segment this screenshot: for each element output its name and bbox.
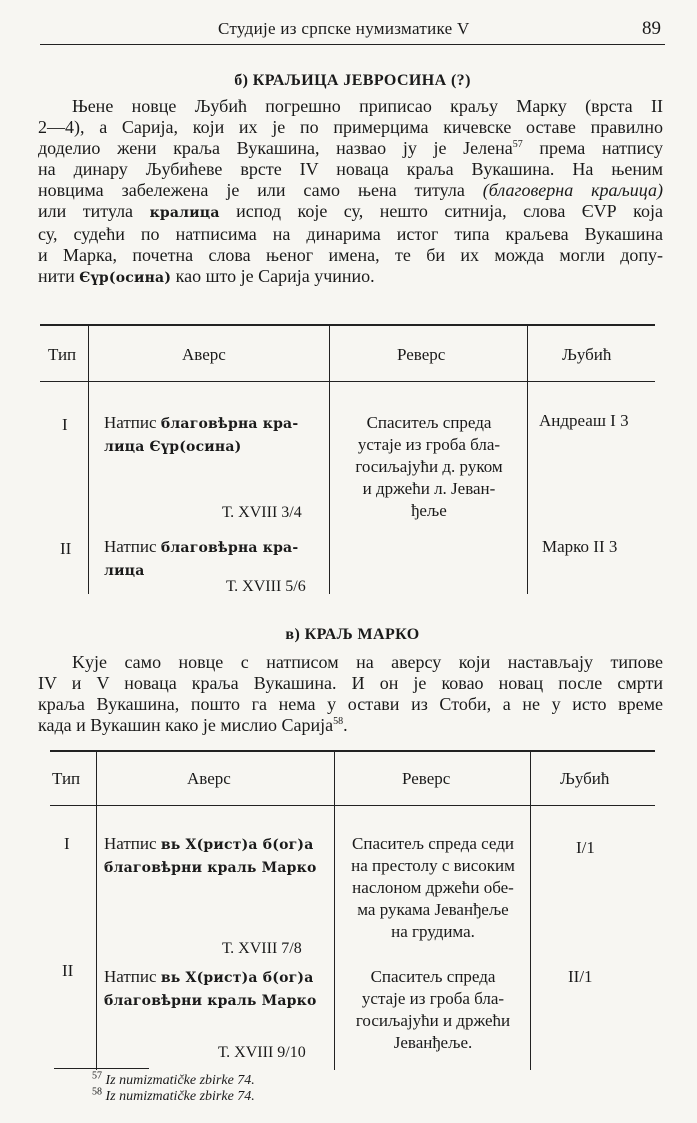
text-line: или титула кралица испод које су, нешто ситнија, слова ЄVР која [38,201,664,221]
header-ljubic: Љубић [562,345,612,364]
text-line: Kује само новце с натписом на аверсу који настављају типове [72,652,663,672]
header-avers: Аверс [187,769,231,788]
text-line: доделио жени краља Вукашина, назвао ју је Јелена$^{57}$ према натпису [38,138,664,158]
header-ljubic: Љубић [560,769,610,788]
plate-ref: Т. XVIII 7/8 [222,940,302,957]
header-tip: Тип [48,345,77,364]
header-tip: Тип [52,769,81,788]
text-line: су, судећи по натписима на динарима истог типа краљева Вукашина [38,224,663,244]
header-avers: Аверс [182,345,226,364]
footnote-rule [54,1068,149,1069]
row-type: I [62,415,68,434]
page-number: 89 [642,18,661,39]
revers-description: Спаситељ спреда устаје из гроба бла- госиљајући и држећи Јеванђеље. [355,967,511,1052]
plate-ref: Т. XVIII 3/4 [222,504,302,521]
revers-description: Спаситељ спреда устаје из гроба бла- госиљајући д. руком и држећи л. Јеван- ђеље [355,413,503,520]
running-title: Студије из српске нумизматике V [218,19,470,38]
text-line: IV и V новаца краља Вукашина. И он је ковао новац после смрти [38,673,663,693]
ljubic-ref: I/1 [576,838,595,857]
header-revers: Реверс [397,345,446,364]
footnote-ref: 57 [512,139,523,150]
avers-inscription: Натпис вь Х(рист)а б(ог)а благовѣрни краль Марко [104,834,317,876]
plate-ref: Т. XVIII 9/10 [218,1044,306,1061]
running-head [40,14,665,45]
footnote-text: Iz numizmatičke zbirke 74. [105,1073,255,1088]
row-type: I [64,834,70,853]
footnote-number: 57 [92,1070,102,1082]
text-line: на динару Љубићеве врсте IV новаца краља Вукашина. На њеним [38,159,663,179]
footnote-text: Iz numizmatičke zbirke 74. [105,1089,255,1104]
slavonic-inscription: Єүр(осина) [79,270,172,286]
text-line: 2—4), а Сарија, који их је по примерцима кичевске оставе правилно [38,117,663,137]
footnote-number: 58 [92,1086,102,1098]
slavonic-inscription: кралица [149,205,220,221]
revers-description: Спаситељ спреда седи на престолу с високим наслоном држећи обе- ма рукама Јеванђеље на грудима. [351,834,515,941]
text-line: Њене новце Љубић погрешно приписао краљу Марку (врста II [72,96,663,116]
ljubic-ref: Марко II 3 [542,537,618,556]
footnote [92,1070,255,1088]
section-b-heading: б) КРАЉИЦА ЈЕВРОСИНА (?) [234,72,471,89]
avers-inscription: Натпис благовѣрна кра- лица Єүр(осина) [104,413,299,455]
row-type: II [60,539,72,558]
plate-ref: Т. XVIII 5/6 [226,578,306,595]
section-b-paragraph [38,96,663,289]
text-line: када и Вукашин како је мислио Сарија$^{58}$. [38,715,348,735]
avers-inscription: Натпис благовѣрна кра- лица [104,537,299,579]
section-v-heading: в) КРАЉ МАРКО [285,626,420,643]
row-type: II [62,961,74,980]
ljubic-ref: Андреаш I 3 [539,411,629,430]
avers-inscription: Натпис вь Х(рист)а б(ог)а благовѣрни краль Марко [104,967,317,1009]
text-line: краља Вукашина, пошто га нема у остави из Стоби, а не у исто време [38,694,663,714]
text-line: нити Єүр(осина) као што је Сарија учинио. [38,266,375,286]
text-line: и Марка, почетна слова њеног имена, те би их можда могли допу- [38,245,663,265]
ljubic-ref: II/1 [568,967,593,986]
text-line: новцима забележена је или само њена титула (благоверна краљица) [38,180,663,200]
footnote-ref: 58 [333,716,344,727]
header-revers: Реверс [402,769,451,788]
footnote [92,1086,255,1104]
section-v-paragraph [38,652,663,736]
italic-title: (благоверна краљица) [482,180,663,200]
